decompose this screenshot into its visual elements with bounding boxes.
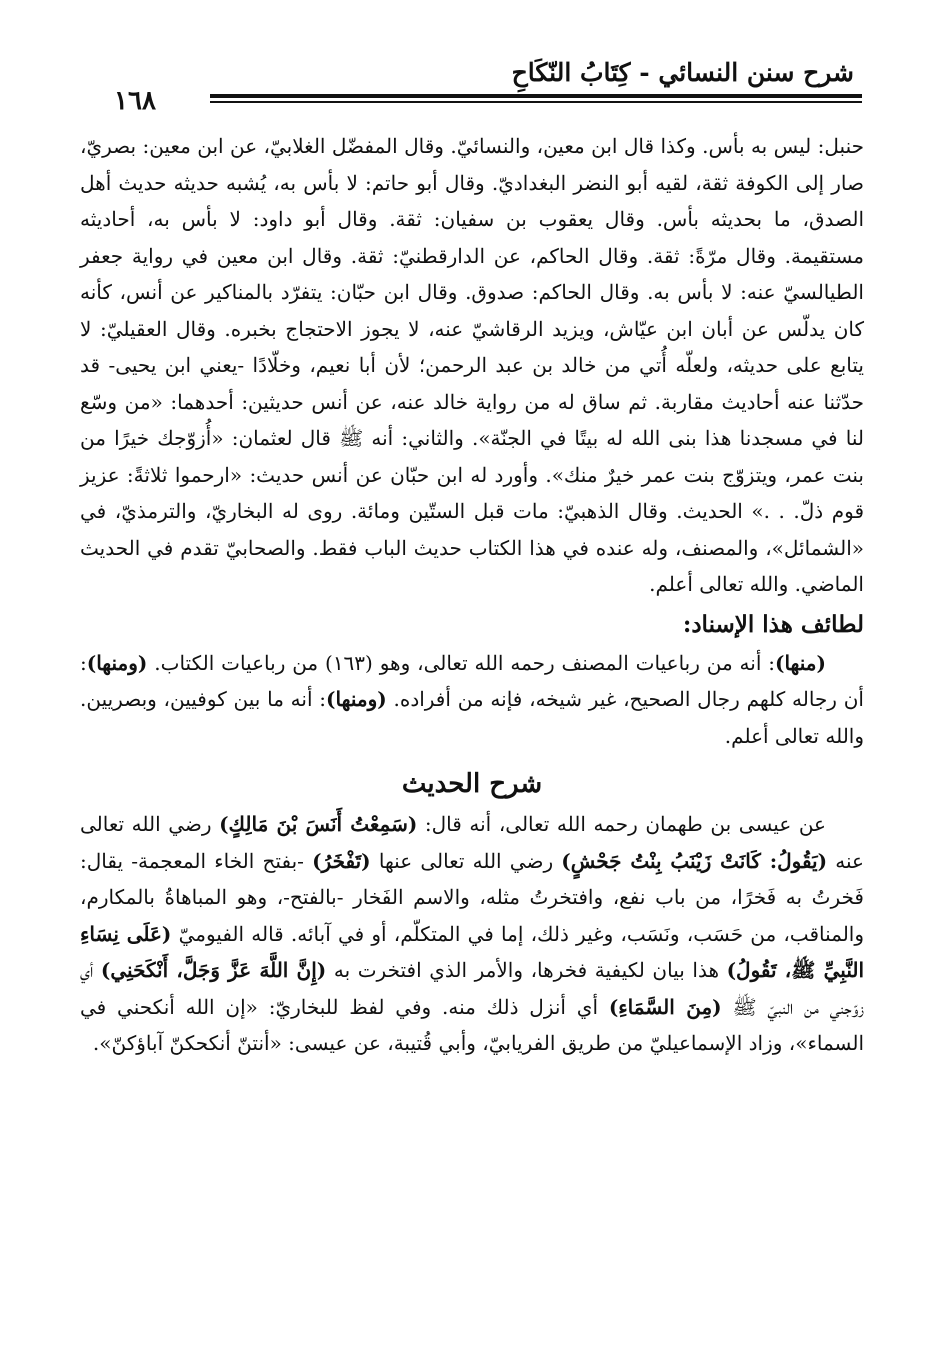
- lataif-text: : أنه من رباعيات المصنف رحمه الله تعالى، وهو (١٦٣) من رباعيات الكتاب.: [147, 650, 775, 675]
- hadith-quote: (يَقُولُ: كَانَتْ زَيْنَبُ بِنْتُ جَحْشٍ): [561, 848, 828, 873]
- lataif-paragraph: [80, 645, 864, 755]
- sharh-paragraph: [80, 806, 864, 1062]
- page-body: [80, 128, 864, 1062]
- sharh-title: شرح الحديث: [401, 769, 543, 799]
- hadith-quote: (تَفْخَرُ): [312, 848, 371, 873]
- lataif-text: : أن رجاله كلهم رجال الصحيح، غير شيخه، فإنه من أفراده.: [80, 650, 864, 711]
- hadith-quote: (إِنَّ اللَّهَ عَزَّ وَجَلَّ، أَنْكَحَنِي): [100, 958, 327, 982]
- sharh-text: أي أنزل ذلك منه. وفي لفظ للبخاريّ: «إن الله أنكحني في السماء»، وزاد الإسماعيليّ من طريق الفريابيّ، وأبي قُتيبة، عن عيسى: «أنتنّ أنكحكنّ آباؤكنّ».: [80, 994, 864, 1055]
- page-number-box: [60, 86, 210, 116]
- hadith-quote: (سَمِعْتُ أَنَسَ بْنَ مَالِكٍ): [219, 812, 418, 836]
- narrator-biography-paragraph: حنبل: ليس به بأس. وكذا قال ابن معين، والنسائيّ. وقال المفضّل الغلابيّ، عن ابن معين: بصريّ، صار إلى الكوفة ثقة، لقيه أبو النضر البغداديّ. وقال أبو حاتم: لا بأس به، يُشبه حديثه حديث أهل الصدق، ما بحديثه بأس. وقال يعقوب بن سفيان: ثقة. وقال أبو داود: لا بأس به، أحاديثه مستقيمة. وقال مرّةً: ثقة. وقال الحاكم، عن الدارقطنيّ: ثقة. وقال ابن معين في رواية جعفر الطيالسيّ عنه: لا بأس به. وقال الحاكم: صدوق. وقال ابن حبّان: يتفرّد بالمناكير عن أنس، كأنه كان يدلّس عن أبان ابن عيّاش، ويزيد الرقاشيّ عنه، لا يجوز الاحتجاج بخبره. وقال العقيليّ: لا يتابع على حديثه، ولعلّه أُتي من خالد بن عبد الرحمن؛ لأن أبا نعيم، وخلّادًا -يعني ابن يحيى- قد حدّثنا عنه أحاديث مقاربة. ثم ساق له من رواية خالد عنه، عن أنس حديثين: أحدهما: «من وسّع لنا في مسجدنا هذا بنى الله له بيتًا في الجنّة». والثاني: أنه ﷺ قال لعثمان: «أُزوّجك خيرًا من بنت عمر، ويتزوّج بنت عمر خيرٌ منك». وأورد له ابن حبّان عن أنس حديث: «ارحموا ثلاثةً: عزيز قوم ذلّ. . .» الحديث. وقال الذهبيّ: مات قبل الستّين ومائة. روى له البخاريّ، والترمذيّ، في «الشمائل»، والمصنف، وله عنده في هذا الكتاب حديث الباب فقط. والصحابيّ تقدم في الحديث الماضي. والله تعالى أعلم.: [80, 134, 864, 596]
- lataif-label: (ومنها): [326, 687, 387, 711]
- sharh-text: رضي الله تعالى عنها: [370, 848, 562, 873]
- running-title: شرح سنن النسائي - كِتَابُ النّكَاحِ: [511, 58, 854, 87]
- page-number: ١٦٨: [114, 86, 156, 116]
- page-header: [60, 52, 862, 122]
- hadith-quote: (عَلَى نِسَاءِ النَّبِيِّ ﷺ، تَقُولُ): [80, 921, 864, 982]
- sharh-text: هذا بيان لكيفية فخرها، والأمر الذي افتخرت به: [326, 958, 727, 982]
- lataif-text: : أنه ما بين كوفيين، وبصريين. والله تعالى أعلم.: [80, 687, 864, 748]
- sharh-text: -بفتح الخاء المعجمة- يقال: فَخرتُ به فَخرًا، من باب نفع، وافتخرتُ مثله، والاسم الفَخار -بالفتح-، وهو المباهاةُ بالمكارم، والمناقب، من حَسَب، ونَسَب، وغير ذلك، إما في المتكلّم، أو في آبائه. قاله الفيوميّ: [80, 848, 865, 946]
- lataif-label: (ومنها): [86, 650, 148, 675]
- sharh-text: عن عيسى بن طهمان رحمه الله تعالى، أنه قال:: [417, 812, 826, 836]
- sharh-text: رضي الله تعالى عنه: [80, 812, 864, 873]
- lataif-heading: لطائف هذا الإسناد:: [682, 610, 864, 638]
- sharh-text: أي زوّجني من النبيّ ﷺ: [80, 958, 864, 1019]
- hadith-quote: (مِنَ السَّمَاءِ): [608, 994, 722, 1019]
- lataif-label: (منها): [775, 650, 826, 675]
